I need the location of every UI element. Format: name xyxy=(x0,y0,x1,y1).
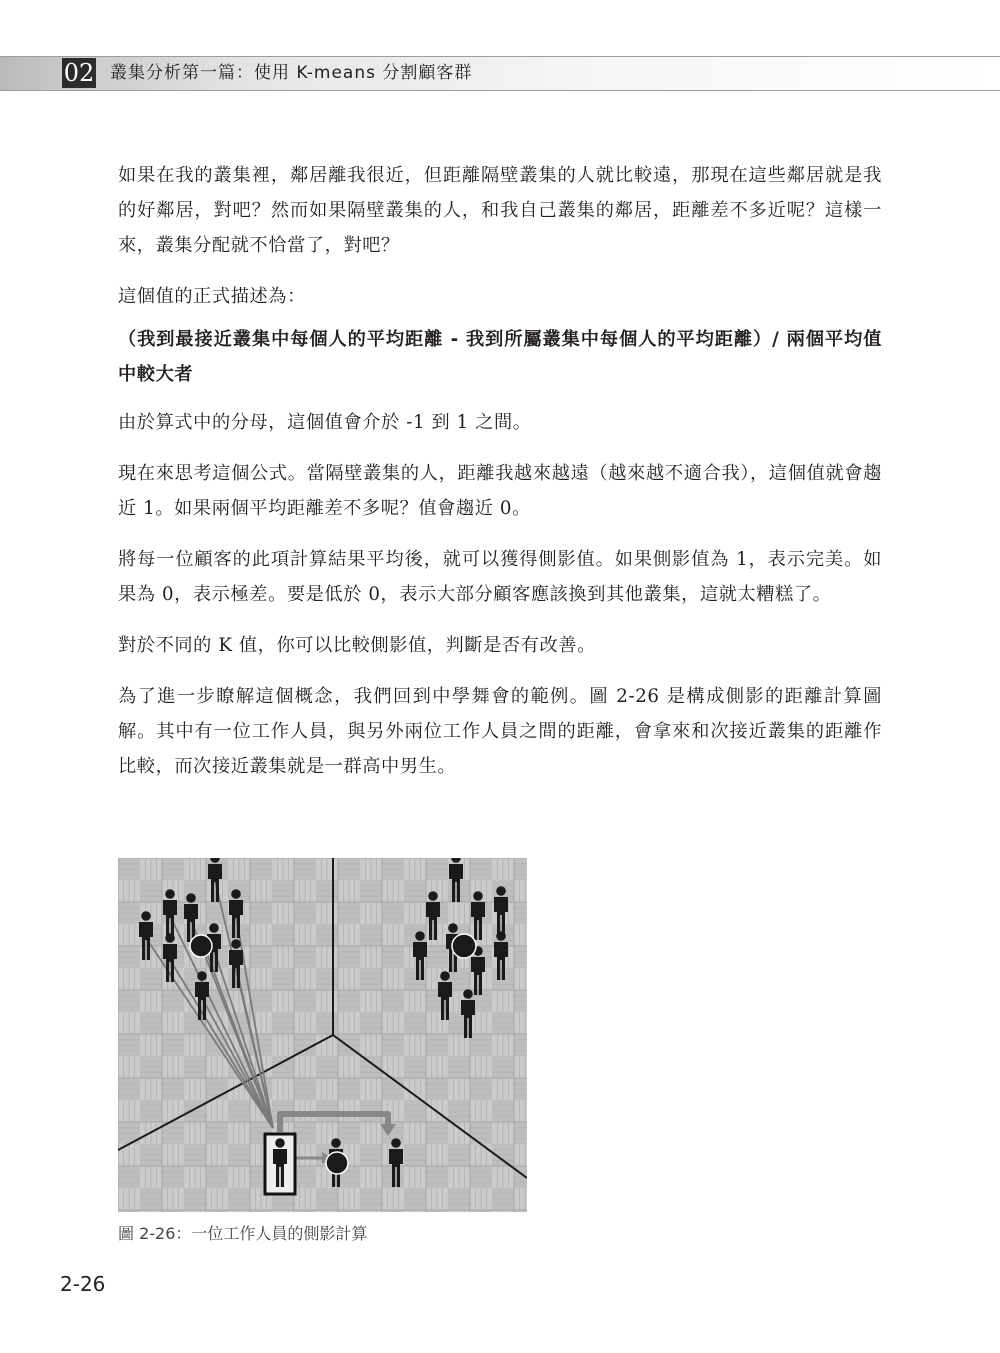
staff-cluster-centroid xyxy=(326,1152,348,1174)
paragraph-7: 為了進一步瞭解這個概念，我們回到中學舞會的範例。圖 2-26 是構成側影的距離計算圖解。其中有一位工作人員，與另外兩位工作人員之間的距離，會拿來和次接近叢集的距離作比較，而次接近叢集就是一群高中男生。 xyxy=(118,686,882,777)
body-text xyxy=(118,158,882,784)
paragraph-4: 現在來思考這個公式。當隔壁叢集的人，距離我越來越遠（越來越不適合我），這個值就會趨近 1。如果兩個平均距離差不多呢？值會趨近 0。 xyxy=(118,463,882,519)
cluster-right-centroid xyxy=(452,934,476,958)
cluster-left-centroid xyxy=(190,935,212,957)
paragraph-2: 這個值的正式描述為： xyxy=(118,286,306,307)
paragraph-5: 將每一位顧客的此項計算結果平均後，就可以獲得側影值。如果側影值為 1，表示完美。如果為 0，表示極差。要是低於 0，表示大部分顧客應該換到其他叢集，這就太糟糕了。 xyxy=(118,549,882,605)
page-number: 2-26 xyxy=(60,1272,106,1296)
paragraph-1: 如果在我的叢集裡，鄰居離我很近，但距離隔壁叢集的人就比較遠，那現在這些鄰居就是我的好鄰居，對吧？然而如果隔壁叢集的人，和我自己叢集的鄰居，距離差不多近呢？這樣一來，叢集分配就不恰當了，對吧？ xyxy=(118,165,882,256)
figure-caption: 圖 2-26：一位工作人員的側影計算 xyxy=(118,1224,368,1243)
chapter-number: 02 xyxy=(63,59,95,87)
dance-floor-illustration xyxy=(118,858,527,1212)
chapter-title: 叢集分析第一篇：使用 K-means 分割顧客群 xyxy=(110,63,473,83)
paragraph-3: 由於算式中的分母，這個值會介於 -1 到 1 之間。 xyxy=(118,412,532,433)
figure-silhouette-illustration xyxy=(118,858,527,1212)
formula-paragraph: （我到最接近叢集中每個人的平均距離 - 我到所屬叢集中每個人的平均距離）/ 兩個平均值中較大者 xyxy=(118,329,882,385)
paragraph-6: 對於不同的 K 值，你可以比較側影值，判斷是否有改善。 xyxy=(118,635,596,656)
